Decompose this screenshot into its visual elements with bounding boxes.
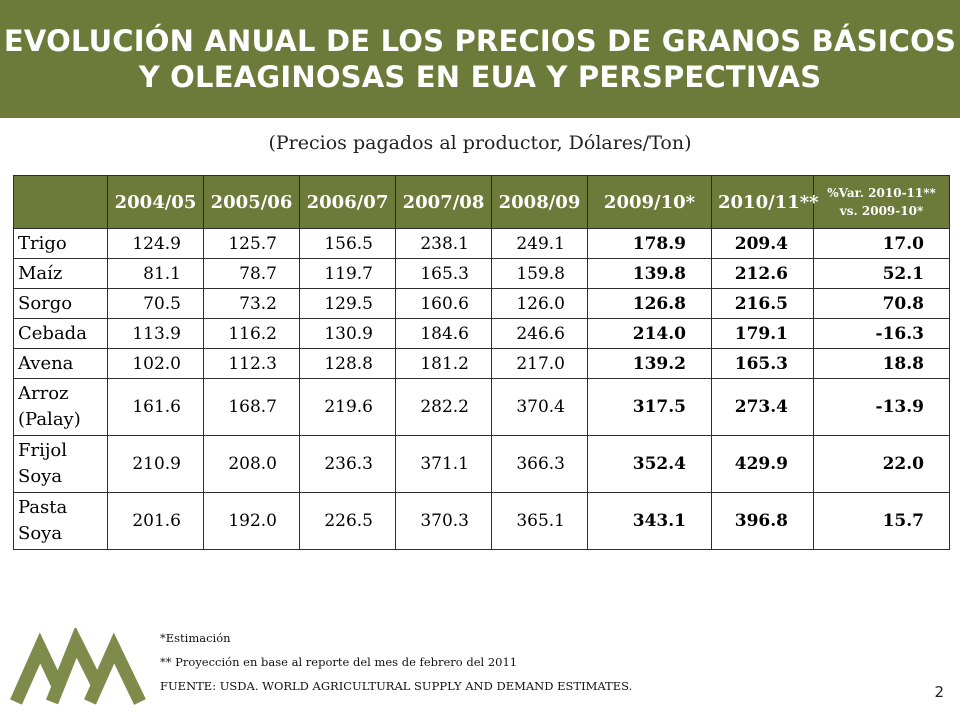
row-label [14, 436, 108, 493]
title-line-1: EVOLUCIÓN ANUAL DE LOS PRECIOS DE GRANOS BÁSICOS [3, 24, 957, 58]
row-label-line-1: Maíz [18, 263, 63, 284]
table-cell: 238.1 [396, 229, 492, 259]
table-cell: 15.7 [814, 493, 950, 550]
variation-column-header [814, 176, 950, 229]
table-cell: 179.1 [712, 319, 814, 349]
variation-header-line-2: vs. 2009-10* [839, 204, 924, 218]
row-label-line-2: Soya [18, 523, 63, 544]
row-label-line-1: Pasta [18, 497, 68, 518]
table-cell: 116.2 [204, 319, 300, 349]
table-row [14, 349, 950, 379]
column-header: 2009/10* [588, 176, 712, 229]
table-cell: 126.8 [588, 289, 712, 319]
table-cell: 159.8 [492, 259, 588, 289]
table-cell: 192.0 [204, 493, 300, 550]
table-row [14, 259, 950, 289]
price-table [13, 175, 950, 550]
table-cell: 217.0 [492, 349, 588, 379]
table-cell: 70.8 [814, 289, 950, 319]
row-label [14, 493, 108, 550]
table-cell: 201.6 [108, 493, 204, 550]
table-cell: 343.1 [588, 493, 712, 550]
footnote-source: FUENTE: USDA. WORLD AGRICULTURAL SUPPLY AND DEMAND ESTIMATES. [160, 679, 633, 693]
table-cell: 429.9 [712, 436, 814, 493]
table-cell: 112.3 [204, 349, 300, 379]
table-cell: 81.1 [108, 259, 204, 289]
table-cell: 52.1 [814, 259, 950, 289]
table-cell: 366.3 [492, 436, 588, 493]
table-cell: 126.0 [492, 289, 588, 319]
row-label-line-1: Avena [18, 353, 74, 374]
triple-mountain-logo-icon [6, 628, 146, 708]
table-cell: 73.2 [204, 289, 300, 319]
table-cell: 139.2 [588, 349, 712, 379]
footnotes [160, 626, 632, 698]
table-cell: 352.4 [588, 436, 712, 493]
table-cell: 396.8 [712, 493, 814, 550]
table-cell: 226.5 [300, 493, 396, 550]
table-header-row [14, 176, 950, 229]
table-cell: 365.1 [492, 493, 588, 550]
table-cell: 113.9 [108, 319, 204, 349]
table-cell: 70.5 [108, 289, 204, 319]
table-row [14, 379, 950, 436]
column-header: 2004/05 [108, 176, 204, 229]
table-cell: 128.8 [300, 349, 396, 379]
table-cell: -13.9 [814, 379, 950, 436]
title-line-2: Y OLEAGINOSAS EN EUA Y PERSPECTIVAS [138, 60, 822, 94]
column-header: 2006/07 [300, 176, 396, 229]
table-cell: 214.0 [588, 319, 712, 349]
table-cell: 178.9 [588, 229, 712, 259]
table-cell: 125.7 [204, 229, 300, 259]
table-cell: 119.7 [300, 259, 396, 289]
table-cell: 216.5 [712, 289, 814, 319]
row-label [14, 349, 108, 379]
table-cell: 370.3 [396, 493, 492, 550]
subtitle: (Precios pagados al productor, Dólares/Ton) [268, 132, 692, 154]
table-cell: 160.6 [396, 289, 492, 319]
column-header: 2010/11** [712, 176, 814, 229]
row-label-line-1: Trigo [18, 233, 67, 254]
row-label-line-1: Sorgo [18, 293, 73, 314]
footnote-projection: ** Proyección en base al reporte del mes de febrero del 2011 [160, 655, 518, 669]
table-cell: 212.6 [712, 259, 814, 289]
variation-header-line-1: %Var. 2010-11** [827, 186, 936, 200]
table-cell: 236.3 [300, 436, 396, 493]
row-label-line-1: Arroz [18, 383, 69, 404]
table-cell: 17.0 [814, 229, 950, 259]
footnote-estimate: *Estimación [160, 631, 231, 645]
table-row [14, 436, 950, 493]
table-cell: 208.0 [204, 436, 300, 493]
table-cell: 156.5 [300, 229, 396, 259]
title-banner [0, 0, 960, 118]
column-header: 2008/09 [492, 176, 588, 229]
table-cell: 181.2 [396, 349, 492, 379]
table-cell: 273.4 [712, 379, 814, 436]
table-cell: 129.5 [300, 289, 396, 319]
table-cell: 18.8 [814, 349, 950, 379]
table-cell: 161.6 [108, 379, 204, 436]
table-cell: -16.3 [814, 319, 950, 349]
table-cell: 249.1 [492, 229, 588, 259]
table-cell: 124.9 [108, 229, 204, 259]
table-cell: 165.3 [712, 349, 814, 379]
table-row [14, 289, 950, 319]
table-cell: 246.6 [492, 319, 588, 349]
header-empty-cell [14, 176, 108, 229]
table-row [14, 229, 950, 259]
row-label [14, 259, 108, 289]
column-header: 2007/08 [396, 176, 492, 229]
table-cell: 371.1 [396, 436, 492, 493]
table-row [14, 493, 950, 550]
table-cell: 102.0 [108, 349, 204, 379]
table-cell: 22.0 [814, 436, 950, 493]
table-cell: 219.6 [300, 379, 396, 436]
table-cell: 139.8 [588, 259, 712, 289]
row-label-line-2: Soya [18, 466, 63, 487]
row-label-line-1: Cebada [18, 323, 87, 344]
table-cell: 130.9 [300, 319, 396, 349]
row-label [14, 319, 108, 349]
table-cell: 282.2 [396, 379, 492, 436]
row-label [14, 379, 108, 436]
table-cell: 184.6 [396, 319, 492, 349]
table-cell: 168.7 [204, 379, 300, 436]
table-row [14, 319, 950, 349]
row-label-line-2: (Palay) [18, 409, 81, 430]
table-cell: 78.7 [204, 259, 300, 289]
table-cell: 370.4 [492, 379, 588, 436]
table-cell: 210.9 [108, 436, 204, 493]
column-header: 2005/06 [204, 176, 300, 229]
row-label-line-1: Frijol [18, 440, 68, 461]
row-label [14, 229, 108, 259]
table-cell: 209.4 [712, 229, 814, 259]
table-cell: 317.5 [588, 379, 712, 436]
row-label [14, 289, 108, 319]
page-number: 2 [934, 683, 944, 701]
table-cell: 165.3 [396, 259, 492, 289]
